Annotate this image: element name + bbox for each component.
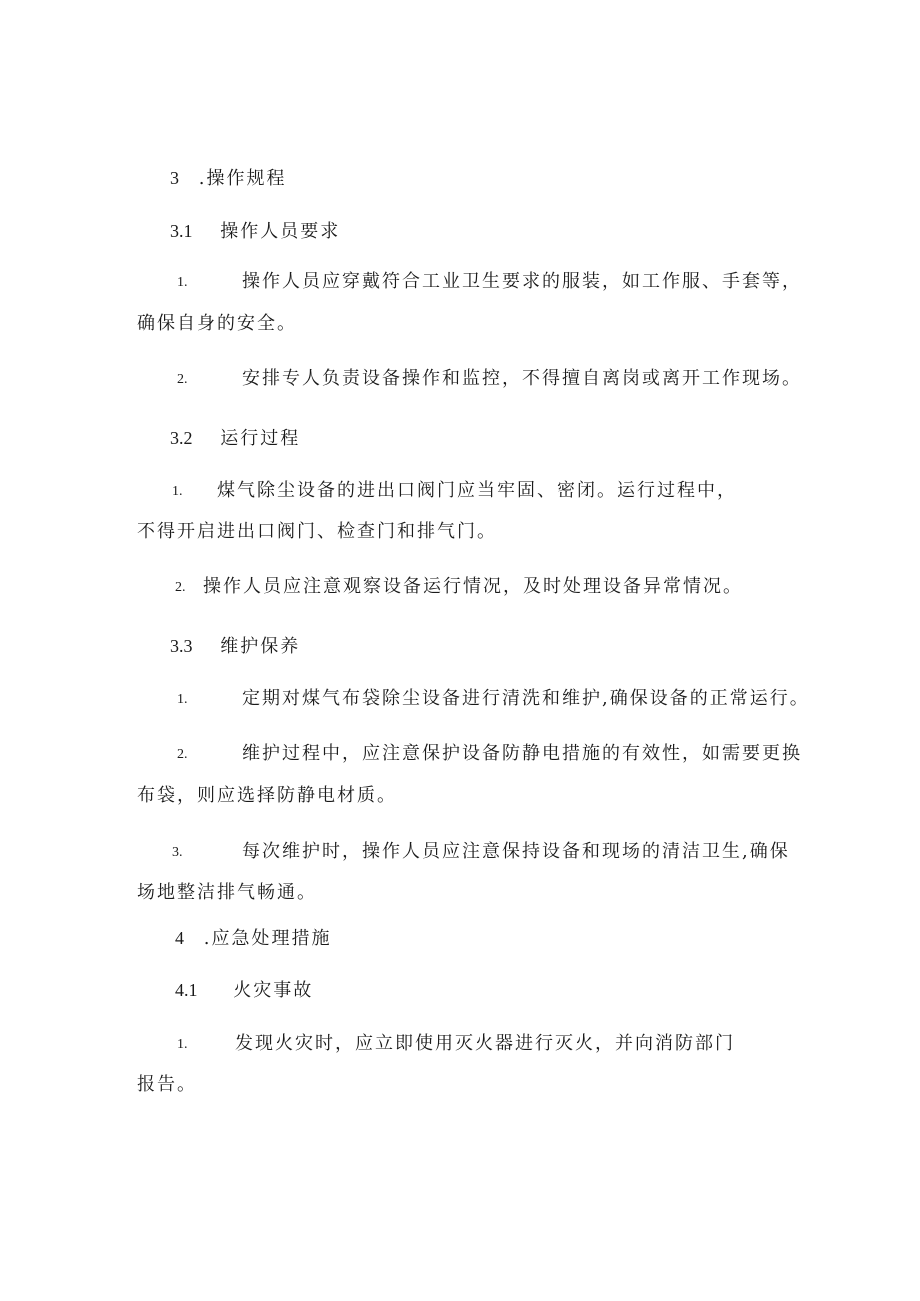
item-3-3-3-number: 3. <box>172 845 183 860</box>
item-3-2-2-number: 2. <box>175 580 186 595</box>
section-3-title: .操作规程 <box>198 168 287 189</box>
item-3-2-2-line1: 操作人员应注意观察设备运行情况，及时处理设备异常情况。 <box>203 576 743 597</box>
item-3-1-2-line1: 安排专人负责设备操作和监控，不得擅自离岗或离开工作现场。 <box>242 368 802 389</box>
section-3-number: 3 <box>170 168 179 188</box>
item-3-3-1-number: 1. <box>177 692 188 707</box>
item-3-3-2-line1: 维护过程中，应注意保护设备防静电措施的有效性，如需要更换 <box>242 743 802 764</box>
item-3-1-1-line1: 操作人员应穿戴符合工业卫生要求的服装，如工作服、手套等， <box>242 271 802 292</box>
subsection-3-3-heading <box>170 634 300 659</box>
item-3-1-1-line2: 确保自身的安全。 <box>137 313 297 334</box>
item-4-1-1-number: 1. <box>177 1037 188 1052</box>
item-3-3-1-line1: 定期对煤气布袋除尘设备进行清洗和维护,确保设备的正常运行。 <box>242 688 810 709</box>
item-4-1-1-line2: 报告。 <box>137 1074 197 1095</box>
subsection-3-2-title: 运行过程 <box>220 428 301 449</box>
subsection-3-2-heading <box>170 426 300 451</box>
subsection-3-1-number: 3.1 <box>170 221 193 241</box>
subsection-4-1-heading <box>175 978 313 1003</box>
item-3-3-3-line2: 场地整洁排气畅通。 <box>137 882 317 903</box>
section-4-heading <box>175 926 331 951</box>
section-4-title: .应急处理措施 <box>203 928 332 949</box>
subsection-3-3-title: 维护保养 <box>220 636 301 657</box>
item-3-1-2-number: 2. <box>177 372 188 387</box>
item-4-1-1-line1: 发现火灾时，应立即使用灭火器进行灭火，并向消防部门 <box>235 1033 735 1054</box>
subsection-3-1-title: 操作人员要求 <box>220 221 341 242</box>
subsection-3-2-number: 3.2 <box>170 428 193 448</box>
section-3-heading <box>170 166 286 191</box>
subsection-4-1-title: 火灾事故 <box>233 980 314 1001</box>
subsection-4-1-number: 4.1 <box>175 980 198 1000</box>
item-3-2-1-line1: 煤气除尘设备的进出口阀门应当牢固、密闭。运行过程中， <box>217 480 737 501</box>
subsection-3-1-heading <box>170 219 340 244</box>
section-4-number: 4 <box>175 928 184 948</box>
item-3-3-2-line2: 布袋，则应选择防静电材质。 <box>137 785 397 806</box>
item-3-3-3-line1: 每次维护时，操作人员应注意保持设备和现场的清洁卫生,确保 <box>242 841 790 862</box>
item-3-2-1-line2: 不得开启进出口阀门、检查门和排气门。 <box>137 521 497 542</box>
item-3-2-1-number: 1. <box>172 484 183 499</box>
item-3-1-1-number: 1. <box>177 275 188 290</box>
subsection-3-3-number: 3.3 <box>170 636 193 656</box>
item-3-3-2-number: 2. <box>177 747 188 762</box>
